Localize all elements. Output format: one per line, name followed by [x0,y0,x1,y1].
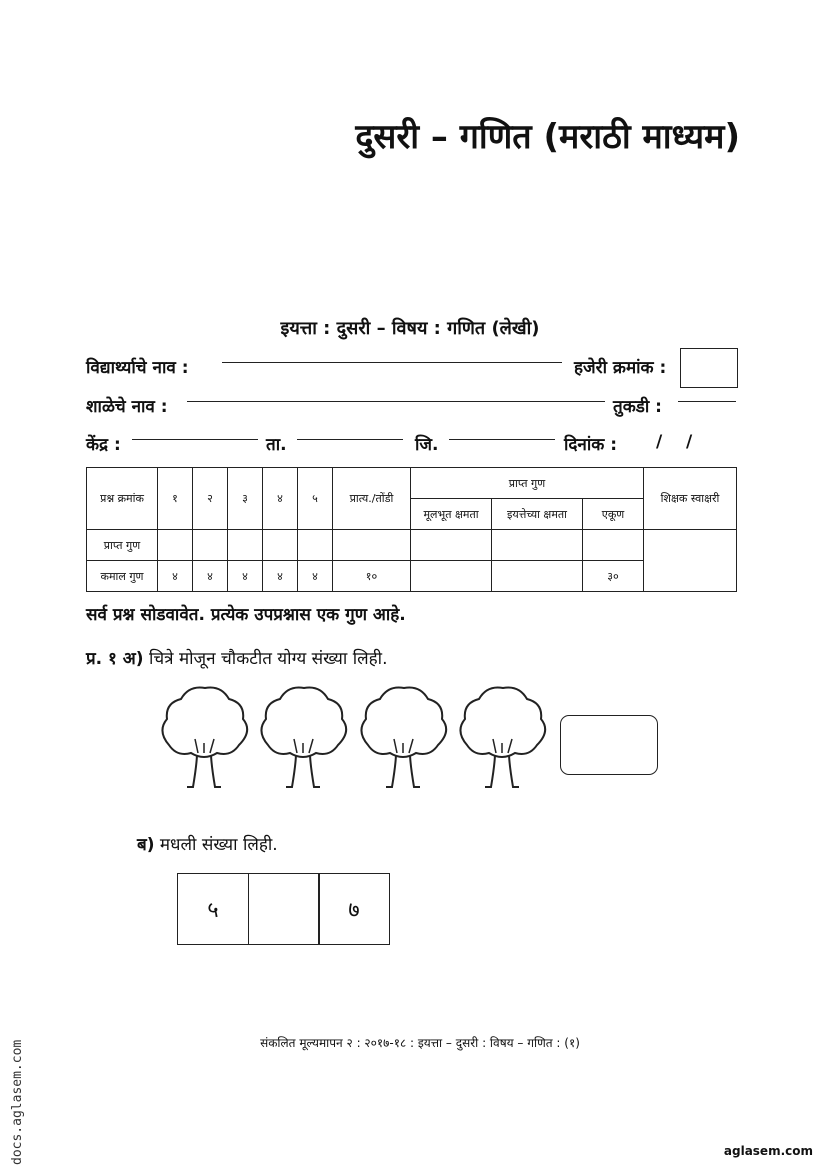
obtained-marks-header: प्राप्त गुण [411,468,644,499]
centre-field[interactable] [132,439,258,440]
answer-box[interactable] [560,715,658,775]
max-oral-cell: १० [333,561,411,592]
centre-label: केंद्र : [86,435,121,455]
instruction: सर्व प्रश्न सोडवावेत. प्रत्येक उपप्रश्नास एक गुण आहे. [86,605,406,625]
teacher-sign-cell[interactable] [644,530,737,592]
question-text: चित्रे मोजून चौकटीत योग्य संख्या लिही. [148,649,388,669]
max-row-label: कमाल गुण [87,561,158,592]
answer-cell[interactable] [248,873,320,945]
marks-cell[interactable] [158,530,193,561]
tree-icon [455,683,549,789]
corner-watermark: aglasem.com [723,1144,813,1158]
teacher-sign-header: शिक्षक स्वाक्षरी [644,468,737,530]
roll-no-box[interactable] [680,348,738,388]
question-header: ३ [228,468,263,530]
obtained-row-label: प्राप्त गुण [87,530,158,561]
student-name-label: विद्यार्थ्याचे नाव : [86,358,189,378]
marks-cell[interactable] [263,530,298,561]
taluka-field[interactable] [297,439,403,440]
question-no-header: प्रश्न क्रमांक [87,468,158,530]
tree-icon [356,683,450,789]
page-footer: संकलित मूल्यमापन २ : २०१७-१८ : इयत्ता – दुसरी : विषय – गणित : (१) [260,1036,580,1050]
question-text: मधली संख्या लिही. [159,835,278,855]
total-header: एकूण [583,499,644,530]
school-name-field[interactable] [187,401,605,402]
question-number: प्र. १ अ) [86,649,144,669]
tree-icon [157,683,251,789]
max-marks-cell: ४ [263,561,298,592]
side-watermark [6,995,28,1165]
date-separator: / [656,432,663,452]
date-separator: / [686,432,693,452]
question-header: ४ [263,468,298,530]
number-cell: ५ [177,873,249,945]
basic-ability-header: मूलभूत क्षमता [411,499,492,530]
question-1a [86,646,387,669]
max-marks-cell: ४ [158,561,193,592]
watermark-text: docs.aglasem.com [10,1039,25,1165]
marks-cell[interactable] [298,530,333,561]
question-header: २ [193,468,228,530]
max-marks-cell: ४ [228,561,263,592]
date-label: दिनांक : [564,435,618,455]
tree-icon [256,683,350,789]
exam-subtitle: इयत्ता : दुसरी – विषय : गणित (लेखी) [280,318,540,339]
number-sequence-grid [177,873,390,945]
marks-cell [492,561,583,592]
marks-cell[interactable] [333,530,411,561]
taluka-label: ता. [266,435,287,455]
max-marks-cell: ४ [193,561,228,592]
district-field[interactable] [449,439,555,440]
marks-cell[interactable] [583,530,644,561]
question-header: ५ [298,468,333,530]
school-name-label: शाळेचे नाव : [86,397,168,417]
page-title: दुसरी – गणित (मराठी माध्यम) [355,117,740,157]
district-label: जि. [415,435,439,455]
roll-no-label: हजेरी क्रमांक : [574,358,667,378]
question-number: ब) [137,835,155,855]
marks-table [86,467,737,592]
question-header: १ [158,468,193,530]
oral-header: प्रात्य./तोंडी [333,468,411,530]
marks-cell [411,561,492,592]
max-total-cell: ३० [583,561,644,592]
class-ability-header: इयत्तेच्या क्षमता [492,499,583,530]
marks-cell[interactable] [492,530,583,561]
marks-cell[interactable] [228,530,263,561]
question-1b [137,832,278,855]
marks-cell[interactable] [411,530,492,561]
number-cell: ७ [318,873,390,945]
max-marks-cell: ४ [298,561,333,592]
division-field[interactable] [678,401,736,402]
student-name-field[interactable] [222,362,562,363]
marks-cell[interactable] [193,530,228,561]
division-label: तुकडी : [613,397,662,417]
